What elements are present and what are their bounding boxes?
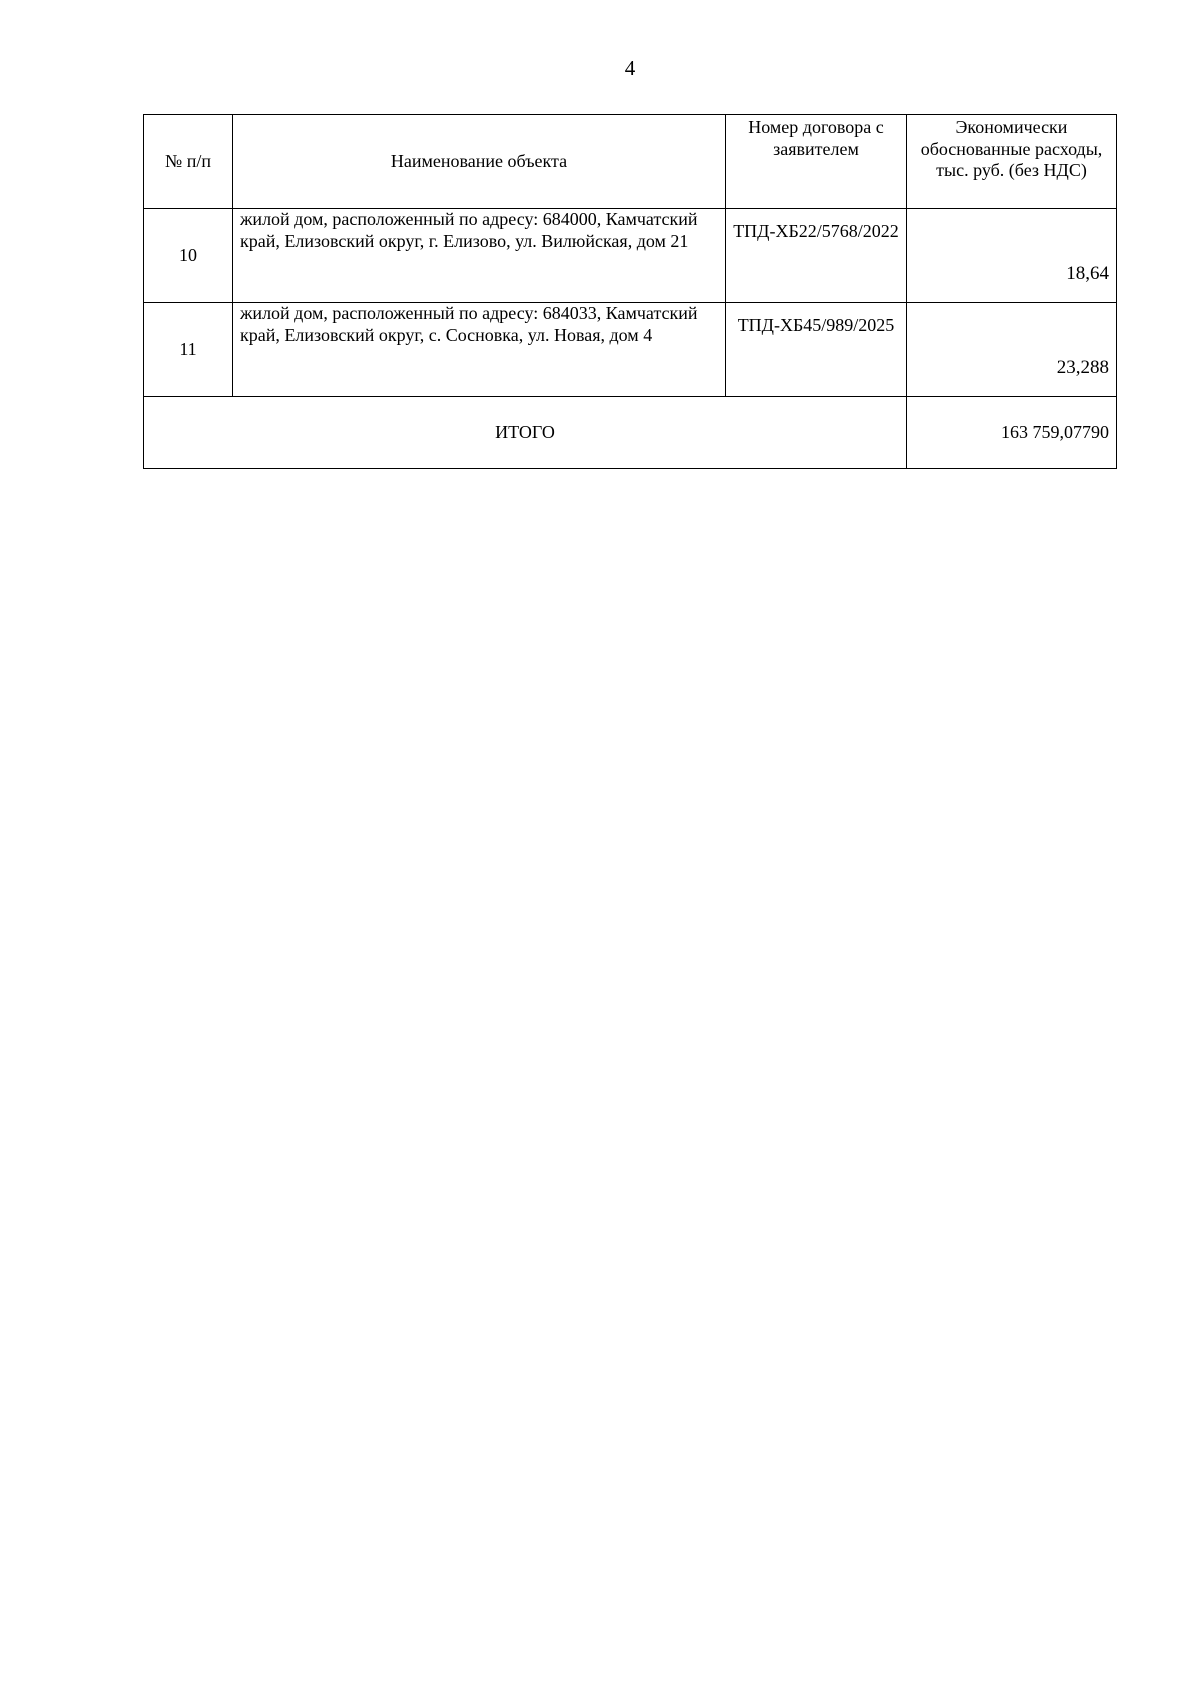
row-num: 10	[144, 209, 233, 303]
table-row	[144, 209, 1117, 303]
cost-table	[143, 114, 1117, 469]
header-num: № п/п	[144, 115, 233, 209]
header-name: Наименование объекта	[233, 115, 726, 209]
total-label: ИТОГО	[144, 397, 907, 469]
page-number: 4	[624, 56, 636, 80]
row-object-name: жилой дом, расположенный по адресу: 684000, Камчатский край, Елизовский округ, г. Елизово, ул. Вилюйская, дом 21	[233, 209, 726, 303]
row-contract-number: ТПД-ХБ45/989/2025	[726, 303, 907, 397]
total-value: 163 759,07790	[907, 397, 1117, 469]
table-row	[144, 303, 1117, 397]
row-num: 11	[144, 303, 233, 397]
total-row	[144, 397, 1117, 469]
row-contract-number: ТПД-ХБ22/5768/2022	[726, 209, 907, 303]
header-contract: Номер договора с заявителем	[726, 115, 907, 209]
header-cost: Экономически обоснованные расходы, тыс. руб. (без НДС)	[907, 115, 1117, 209]
row-cost: 18,64	[907, 209, 1117, 303]
table-header-row	[144, 115, 1117, 209]
row-cost: 23,288	[907, 303, 1117, 397]
row-object-name: жилой дом, расположенный по адресу: 684033, Камчатский край, Елизовский округ, с. Сосновка, ул. Новая, дом 4	[233, 303, 726, 397]
